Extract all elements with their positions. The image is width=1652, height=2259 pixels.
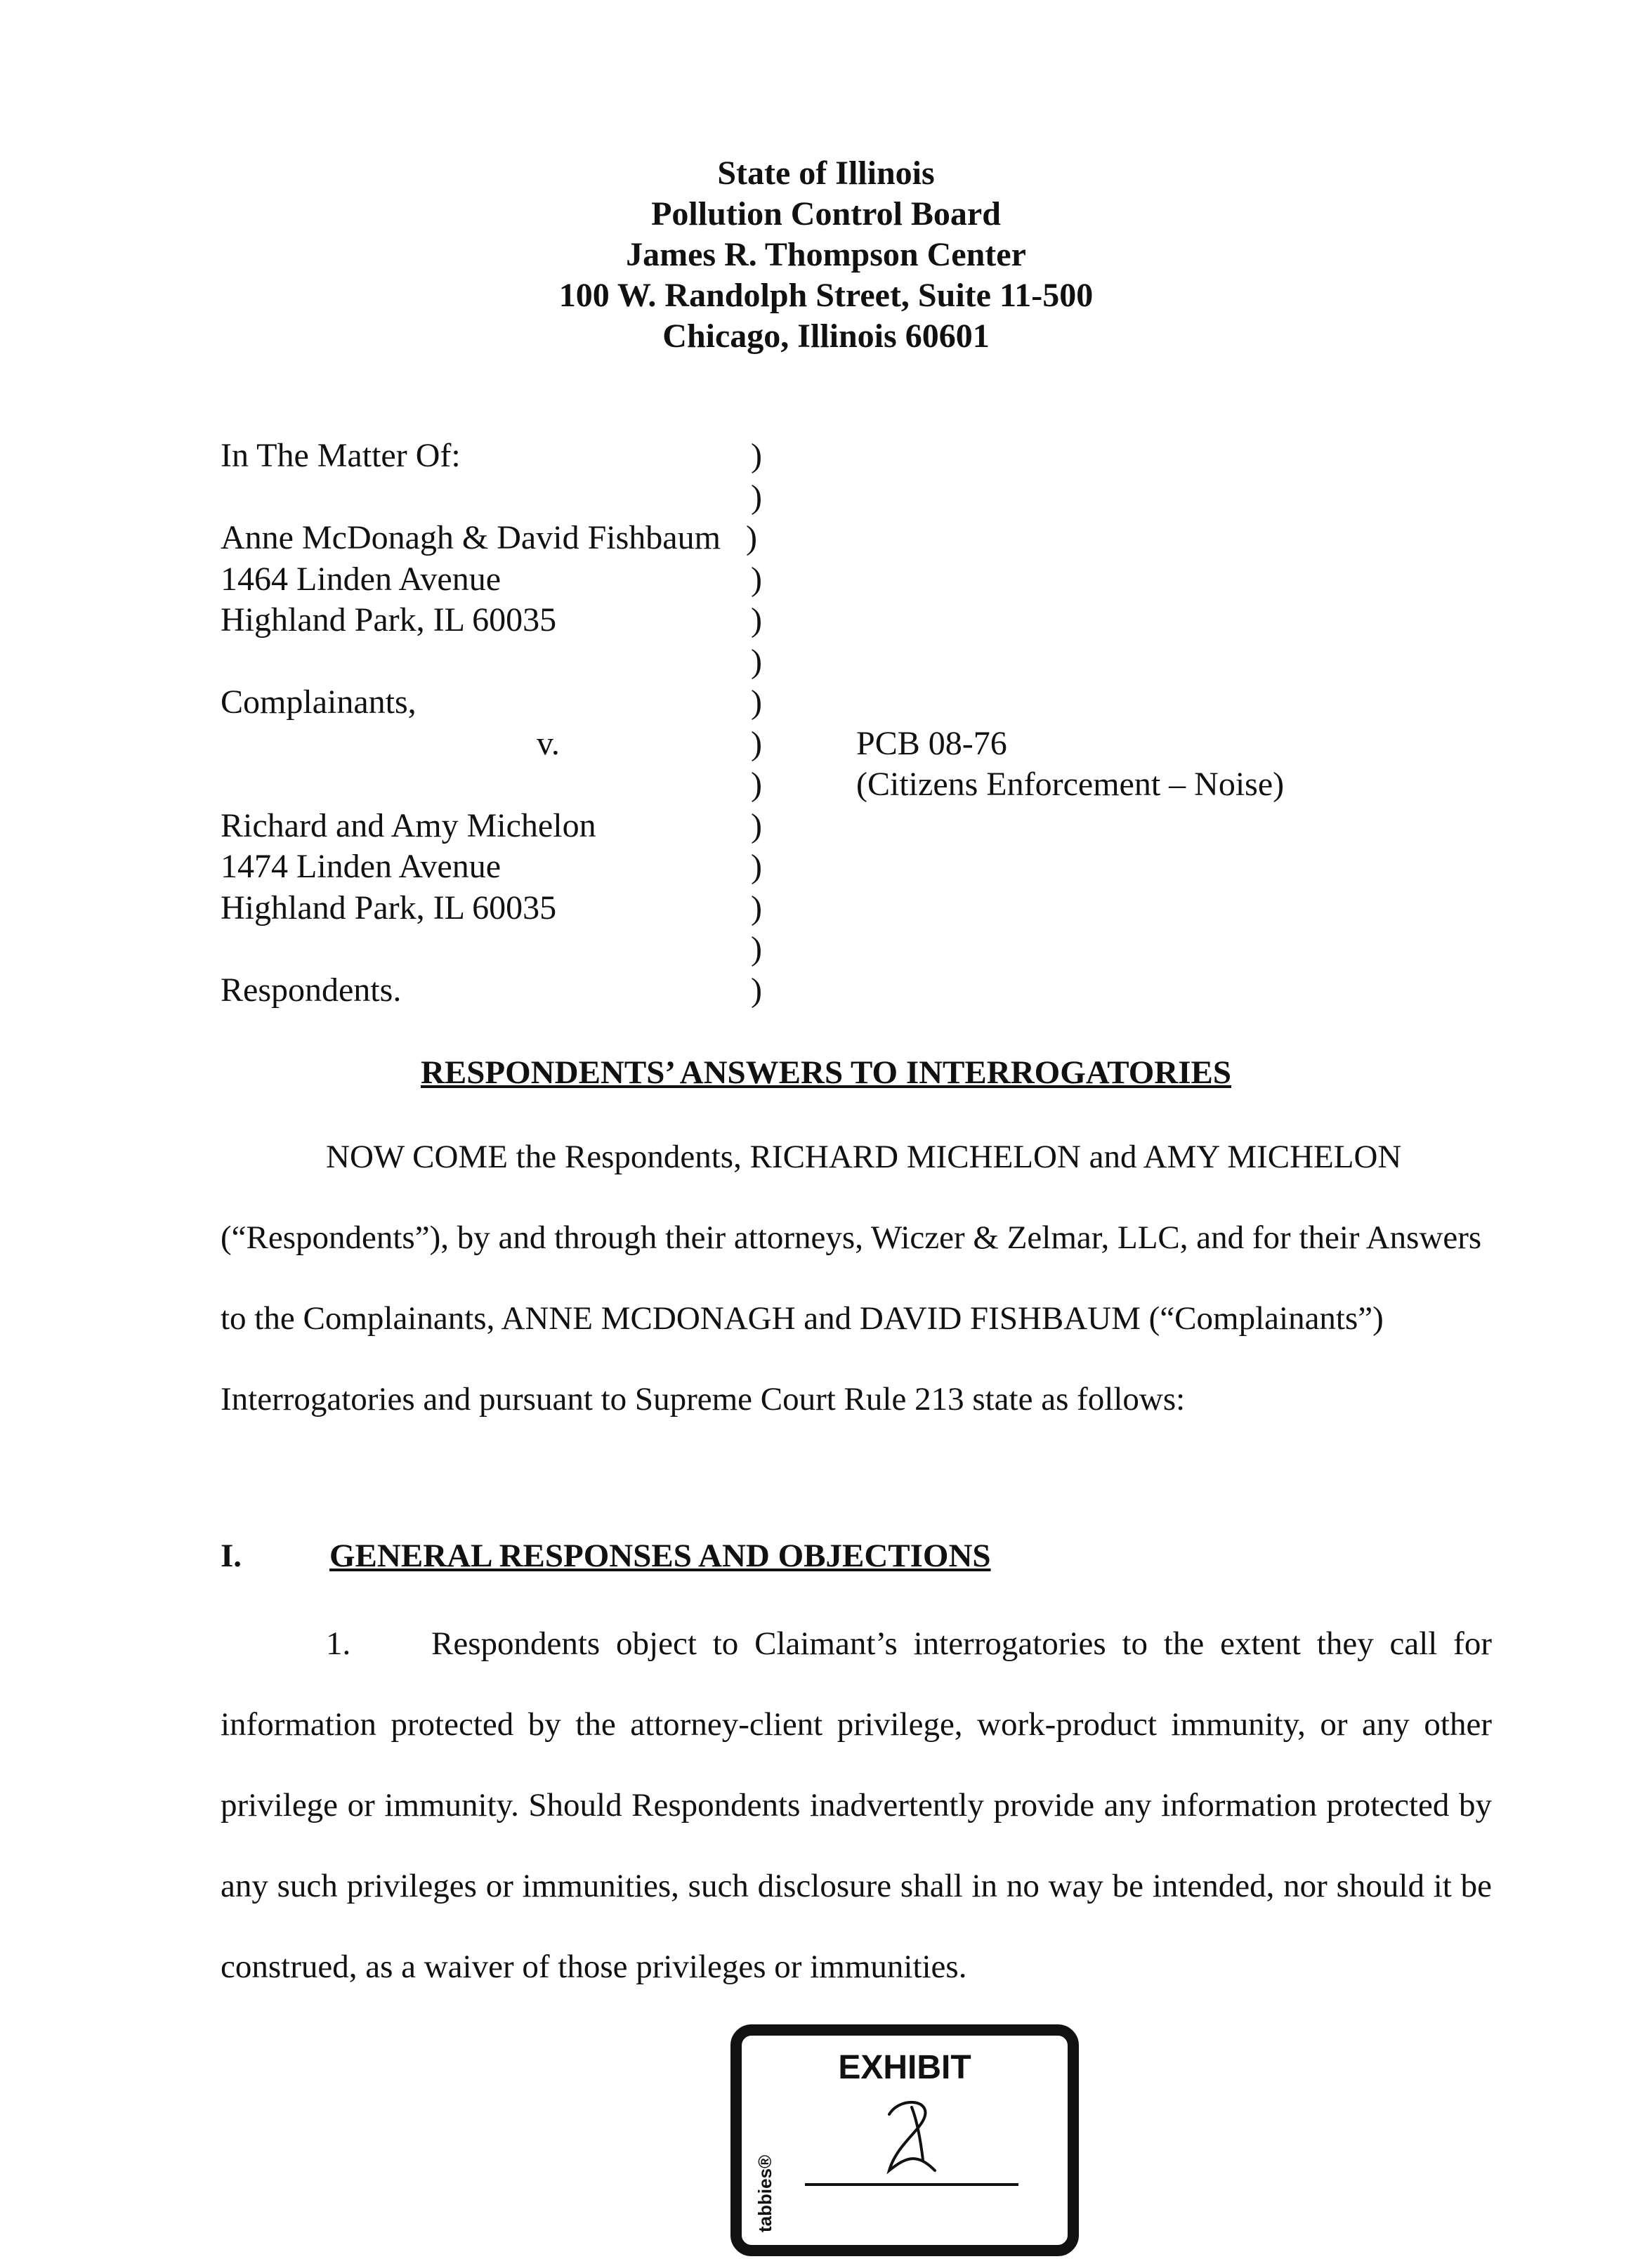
caption-paren: ): [751, 560, 762, 598]
exhibit-sticker: [730, 2024, 1079, 2256]
complainant-address-line2: Highland Park, IL 60035: [221, 601, 557, 639]
caption-paren: ): [751, 971, 762, 1009]
caption-paren: ): [751, 848, 762, 885]
complainants-label: Complainants,: [221, 683, 417, 721]
complainant-names: Anne McDonagh & David Fishbaum: [221, 519, 721, 556]
header-street: 100 W. Randolph Street, Suite 11-500: [558, 277, 1094, 314]
case-number: PCB 08-76: [856, 724, 1007, 762]
respondents-label: Respondents.: [221, 971, 402, 1009]
court-header: [0, 153, 1652, 357]
caption-paren: ): [751, 930, 762, 967]
caption-matter: In The Matter Of:: [221, 437, 461, 474]
versus-label: v.: [537, 724, 560, 762]
caption-paren: ): [751, 766, 762, 803]
handwritten-exhibit-number: [868, 2093, 966, 2185]
caption-paren: ): [751, 683, 762, 721]
caption-paren: ): [751, 478, 762, 516]
exhibit-label: EXHIBIT: [838, 2049, 971, 2086]
respondent-address-line2: Highland Park, IL 60035: [221, 889, 557, 926]
caption-paren: ): [751, 724, 762, 762]
section-heading: [221, 1537, 991, 1575]
header-state: State of Illinois: [717, 155, 935, 192]
exhibit-signature-line: [805, 2183, 1018, 2186]
intro-paragraph: [221, 1117, 1492, 1440]
respondent-address-line1: 1474 Linden Avenue: [221, 848, 501, 885]
caption-paren: ): [751, 642, 762, 680]
case-type: (Citizens Enforcement – Noise): [856, 766, 1285, 803]
exhibit-brand-text: tabbies®: [754, 2154, 775, 2232]
header-board: Pollution Control Board: [651, 195, 1001, 233]
caption-paren: ): [751, 437, 762, 474]
section-title: GENERAL RESPONSES AND OBJECTIONS: [329, 1538, 991, 1574]
document-title: RESPONDENTS’ ANSWERS TO INTERROGATORIES: [420, 1054, 1231, 1091]
section-number: I.: [221, 1538, 242, 1574]
exhibit-brand: [752, 2120, 780, 2239]
intro-text: NOW COME the Respondents, RICHARD MICHELON and AMY MICHELON (“Respondents”), by and through their attorneys, Wiczer & Zelmar, LLC, and for their Answers to the Complainants, ANNE MCDONAGH and DAVID FISHBAUM (“Complainants”) Interrogatories and pursuant to Supreme Court Rule 213 state as follows:: [221, 1139, 1482, 1417]
caption-paren: ): [751, 889, 762, 926]
objection-paragraph: [221, 1604, 1492, 2008]
caption-paren: ): [746, 519, 757, 556]
caption-paren: ): [751, 806, 762, 844]
respondent-names: Richard and Amy Michelon: [221, 806, 596, 844]
header-city: Chicago, Illinois 60601: [662, 317, 990, 355]
objection-text: Respondents object to Claimant’s interrogatories to the extent they call for information protected by the attorney-client privilege, work-product immunity, or any other privilege or immunity. Should Respondents inadvertently provide any information protected by any such privileges or immunities, such disclosure shall in no way be intended, nor should it be construed, as a waiver of those privileges or immunities.: [221, 1625, 1492, 1985]
header-building: James R. Thompson Center: [626, 236, 1026, 273]
caption-paren: ): [751, 601, 762, 639]
complainant-address-line1: 1464 Linden Avenue: [221, 560, 501, 598]
objection-number: 1.: [326, 1625, 351, 1662]
